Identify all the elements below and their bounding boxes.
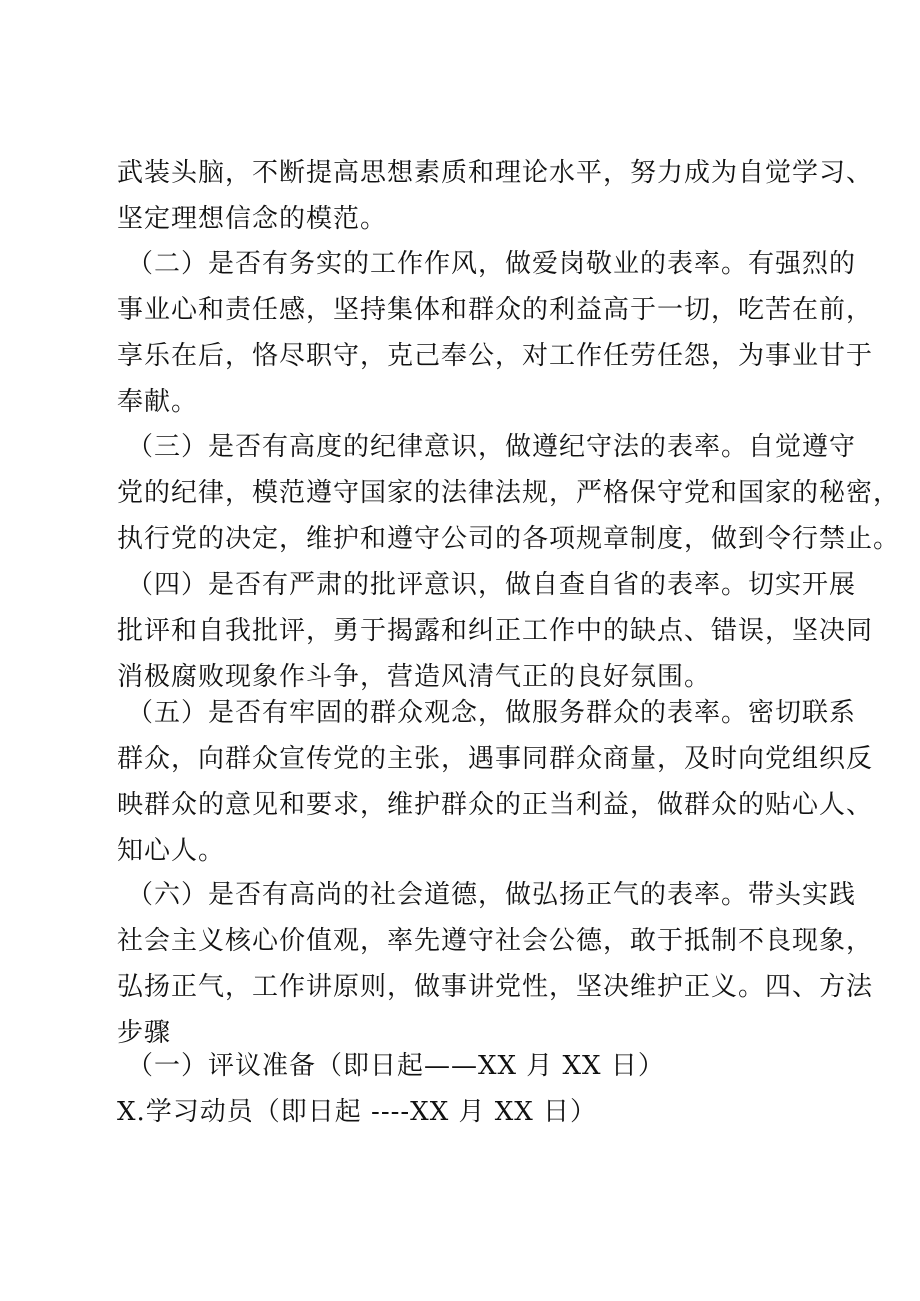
heading-study-mobilization <box>117 1089 807 1135</box>
text-line: （二）是否有务实的工作作风，做爱岗敬业的表率。有强烈的 <box>127 249 857 279</box>
text-line: 映群众的意见和要求，维护群众的正当利益，做群众的贴心人、 <box>117 790 874 820</box>
text-line: （六）是否有高尚的社会道德，做弘扬正气的表率。带头实践 <box>127 880 857 910</box>
text-line: 批评和自我批评，勇于揭露和纠正工作中的缺点、错误，坚决同 <box>117 616 874 646</box>
text-line: （一）评议准备（即日起——XX 月 XX 日） <box>127 1051 665 1081</box>
text-line: 执行党的决定，维护和遵守公司的各项规章制度，做到令行禁止。 <box>117 524 901 554</box>
text-line: 消极腐败现象作斗争，营造风清气正的良好氛围。 <box>117 662 712 692</box>
text-line: 党的纪律，模范遵守国家的法律法规，严格保守党和国家的秘密， <box>117 478 901 508</box>
paragraph-section-5 <box>117 690 874 874</box>
text-line: 奉献。 <box>117 387 199 417</box>
heading-review-preparation <box>117 1043 807 1089</box>
paragraph-section-2 <box>117 241 874 425</box>
text-line: 步骤 <box>117 1018 172 1048</box>
text-line: （四）是否有严肃的批评意识，做自查自省的表率。切实开展 <box>127 570 857 600</box>
text-line: 弘扬正气，工作讲原则，做事讲党性，坚决维护正义。四、方法 <box>117 972 874 1002</box>
text-line: 社会主义核心价值观，率先遵守社会公德，敢于抵制不良现象， <box>117 926 874 956</box>
text-line: 知心人。 <box>117 836 226 866</box>
text-line: （三）是否有高度的纪律意识，做遵纪守法的表率。自觉遵守 <box>127 432 857 462</box>
paragraph-section-3 <box>117 424 901 562</box>
text-line: 群众，向群众宣传党的主张，遇事同群众商量，及时向党组织反 <box>117 744 874 774</box>
text-line: （五）是否有牢固的群众观念，做服务群众的表率。密切联系 <box>127 698 857 728</box>
text-line: X.学习动员（即日起 ----XX 月 XX 日） <box>117 1097 598 1127</box>
paragraph-section-6 <box>117 872 874 1056</box>
text-line: 坚定理想信念的模范。 <box>117 204 388 234</box>
text-line: 事业心和责任感，坚持集体和群众的利益高于一切，吃苦在前， <box>117 295 874 325</box>
text-line: 享乐在后，恪尽职守，克己奉公，对工作任劳任怨，为事业甘于 <box>117 341 874 371</box>
paragraph-section-4 <box>117 562 874 700</box>
text-line: 武装头脑，不断提高思想素质和理论水平，努力成为自觉学习、 <box>117 158 874 188</box>
paragraph-continuation <box>117 150 874 242</box>
